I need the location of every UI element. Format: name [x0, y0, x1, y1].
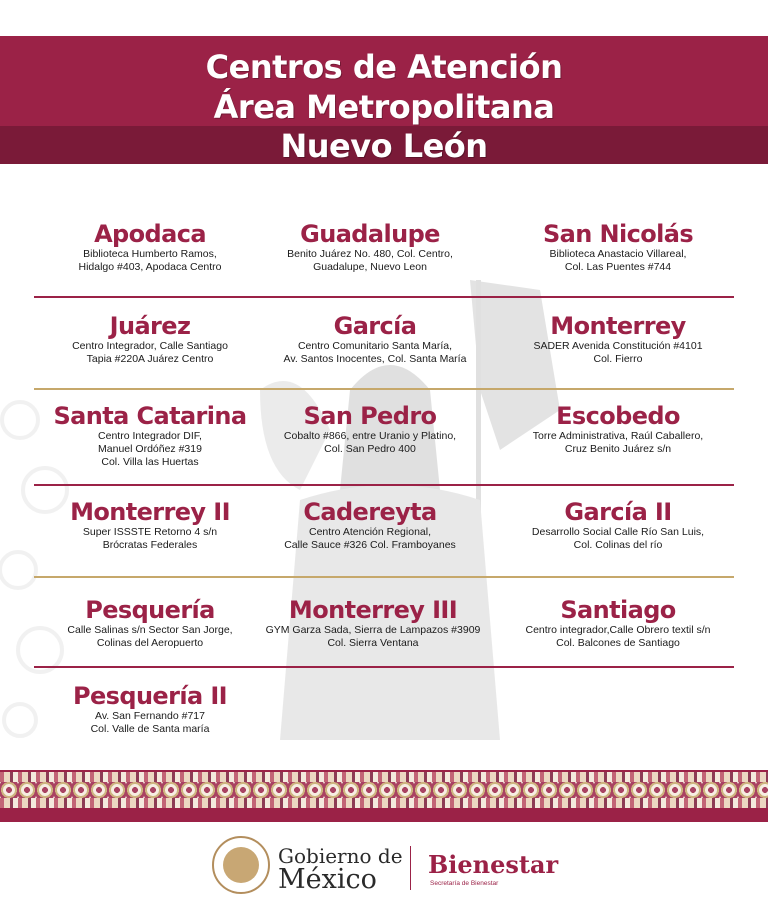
- center-name: Pesquería: [85, 596, 215, 624]
- center-san-pedro: [260, 402, 480, 456]
- center-address: Av. San Fernando #717 Col. Valle de Santa maría: [90, 710, 210, 735]
- bienestar-subtitle: Secretaría de Bienestar: [430, 880, 499, 887]
- bienestar-logo-text: Bienestar: [428, 850, 559, 879]
- gobierno-de-text: Gobierno de: [278, 844, 403, 868]
- center-name: Escobedo: [556, 402, 680, 430]
- center-address: SADER Avenida Constitución #4101 Col. Fierro: [533, 340, 703, 365]
- center-address: Centro Integrador, Calle Santiago Tapia #220A Juárez Centro: [72, 340, 228, 365]
- center-address: Centro Integrador DIF, Manuel Ordóñez #319 Col. Villa las Huertas: [98, 430, 202, 468]
- seal-emblem: [223, 847, 259, 883]
- center-monterrey-iii: [250, 596, 496, 650]
- center-pesqueria: [40, 596, 260, 650]
- center-address: Calle Salinas s/n Sector San Jorge, Colinas del Aeropuerto: [67, 624, 233, 649]
- row-divider: [34, 296, 734, 298]
- center-name: Monterrey: [550, 312, 686, 340]
- row-divider: [34, 576, 734, 578]
- center-name: Santiago: [560, 596, 676, 624]
- center-name: San Pedro: [303, 402, 437, 430]
- center-monterrey-ii: [40, 498, 260, 552]
- center-address: Centro Comunitario Santa María, Av. Santos Inocentes, Col. Santa María: [283, 340, 467, 365]
- center-address: Biblioteca Humberto Ramos, Hidalgo #403, Apodaca Centro: [78, 248, 222, 273]
- center-name: San Nicolás: [542, 220, 694, 248]
- center-address: Centro Atención Regional, Calle Sauce #326 Col. Framboyanes: [284, 526, 456, 551]
- header-title-line2: Área Metropolitana: [213, 88, 555, 126]
- row-divider: [34, 666, 734, 668]
- center-address: Torre Administrativa, Raúl Caballero, Cruz Benito Juárez s/n: [532, 430, 704, 455]
- row-divider: [34, 388, 734, 390]
- embroidery-pattern-band: [0, 772, 768, 808]
- center-escobedo: [500, 402, 736, 456]
- top-margin: [0, 0, 768, 36]
- center-garcia: [260, 312, 490, 366]
- center-name: Apodaca: [94, 220, 206, 248]
- center-juarez: [40, 312, 260, 366]
- footer-separator: [410, 846, 411, 890]
- center-name: Juárez: [109, 312, 191, 340]
- center-name: Monterrey III: [288, 596, 458, 624]
- footer-wine-bar: [0, 808, 768, 822]
- header-title-line1: Centros de Atención: [205, 48, 563, 86]
- center-name: García II: [564, 498, 672, 526]
- center-address: Super ISSSTE Retorno 4 s/n Brócratas Federales: [82, 526, 218, 551]
- center-name: Santa Catarina: [53, 402, 247, 430]
- center-address: Biblioteca Anastacio Villareal, Col. Las Puentes #744: [549, 248, 687, 273]
- center-name: Monterrey II: [70, 498, 230, 526]
- center-address: GYM Garza Sada, Sierra de Lampazos #3909 Col. Sierra Ventana: [265, 624, 481, 649]
- center-monterrey: [500, 312, 736, 366]
- mexico-seal-icon: [212, 836, 270, 894]
- center-address: Centro integrador,Calle Obrero textil s/n Col. Balcones de Santiago: [525, 624, 711, 649]
- center-san-nicolas: [500, 220, 736, 274]
- center-cadereyta: [260, 498, 480, 552]
- center-name: García: [333, 312, 417, 340]
- center-garcia-ii: [500, 498, 736, 552]
- center-address: Desarrollo Social Calle Río San Luis, Col. Colinas del río: [531, 526, 705, 551]
- center-pesqueria-ii: [40, 682, 260, 736]
- center-santa-catarina: [40, 402, 260, 469]
- center-address: Benito Juárez No. 480, Col. Centro, Guadalupe, Nuevo Leon: [287, 248, 453, 273]
- center-name: Guadalupe: [300, 220, 440, 248]
- row-divider: [34, 484, 734, 486]
- center-name: Cadereyta: [303, 498, 437, 526]
- center-address: Cobalto #866, entre Uranio y Platino, Col. San Pedro 400: [283, 430, 457, 455]
- center-guadalupe: [260, 220, 480, 274]
- header-title-line3: Nuevo León: [280, 127, 488, 165]
- center-santiago: [500, 596, 736, 650]
- center-name: Pesquería II: [73, 682, 227, 710]
- mexico-text: México: [278, 864, 377, 895]
- footer: [0, 822, 768, 917]
- center-apodaca: [40, 220, 260, 274]
